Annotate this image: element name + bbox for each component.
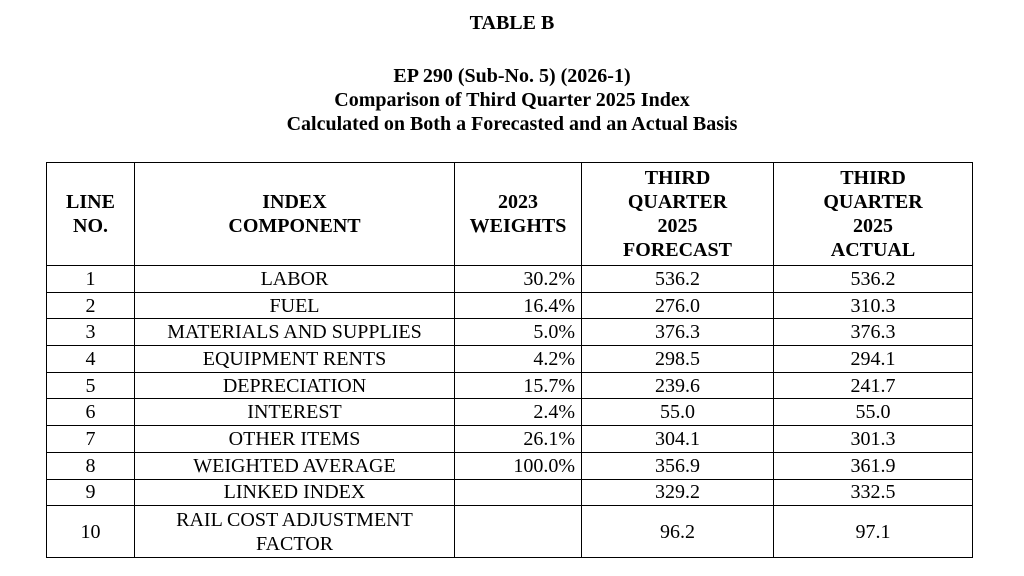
forecast-cell: 376.3 bbox=[582, 319, 774, 346]
table-row bbox=[47, 426, 973, 453]
subtitle-line: Calculated on Both a Forecasted and an Actual Basis bbox=[286, 113, 738, 135]
weight-cell: 26.1% bbox=[455, 426, 582, 453]
component-label: INTEREST bbox=[247, 401, 342, 424]
forecast-cell: 298.5 bbox=[582, 346, 774, 373]
component-label: LINKED INDEX bbox=[223, 481, 366, 504]
component-label: LABOR bbox=[260, 267, 329, 290]
component-label: RAIL COST ADJUSTMENT bbox=[176, 508, 413, 531]
actual-cell: 55.0 bbox=[774, 399, 973, 426]
actual-cell: 241.7 bbox=[774, 372, 973, 399]
forecast-cell: 356.9 bbox=[582, 452, 774, 479]
weight-cell bbox=[455, 506, 582, 558]
component-cell bbox=[135, 426, 455, 453]
forecast-cell: 304.1 bbox=[582, 426, 774, 453]
line-number-cell: 4 bbox=[47, 346, 135, 373]
component-cell bbox=[135, 346, 455, 373]
table-row bbox=[47, 479, 973, 506]
component-label: OTHER ITEMS bbox=[228, 427, 361, 450]
component-cell bbox=[135, 479, 455, 506]
forecast-cell: 276.0 bbox=[582, 292, 774, 319]
header-row bbox=[47, 163, 973, 266]
component-cell bbox=[135, 452, 455, 479]
header-weights: 2023 WEIGHTS bbox=[455, 163, 582, 266]
line-number-cell: 8 bbox=[47, 452, 135, 479]
actual-cell: 376.3 bbox=[774, 319, 973, 346]
component-label: FUEL bbox=[269, 294, 320, 317]
index-comparison-table bbox=[46, 162, 973, 558]
table-row bbox=[47, 399, 973, 426]
actual-cell: 332.5 bbox=[774, 479, 973, 506]
forecast-cell: 239.6 bbox=[582, 372, 774, 399]
component-cell bbox=[135, 266, 455, 293]
component-label: EQUIPMENT RENTS bbox=[202, 347, 387, 370]
table-row bbox=[47, 319, 973, 346]
weight-cell: 4.2% bbox=[455, 346, 582, 373]
table-row bbox=[47, 452, 973, 479]
line-number-cell: 3 bbox=[47, 319, 135, 346]
table-body bbox=[47, 266, 973, 558]
component-label: MATERIALS AND SUPPLIES bbox=[167, 321, 422, 344]
header-line-no: LINE NO. bbox=[47, 163, 135, 266]
component-cell bbox=[135, 506, 455, 558]
table-row bbox=[47, 372, 973, 399]
forecast-cell: 536.2 bbox=[582, 266, 774, 293]
forecast-cell: 329.2 bbox=[582, 479, 774, 506]
component-cell bbox=[135, 292, 455, 319]
actual-cell: 361.9 bbox=[774, 452, 973, 479]
line-number-cell: 6 bbox=[47, 399, 135, 426]
actual-cell: 301.3 bbox=[774, 426, 973, 453]
line-number-cell: 7 bbox=[47, 426, 135, 453]
weight-cell: 30.2% bbox=[455, 266, 582, 293]
subtitle-line: EP 290 (Sub-No. 5) (2026-1) bbox=[393, 65, 631, 87]
actual-cell: 310.3 bbox=[774, 292, 973, 319]
line-number-cell: 1 bbox=[47, 266, 135, 293]
table-row bbox=[47, 292, 973, 319]
weight-cell bbox=[455, 479, 582, 506]
component-label: FACTOR bbox=[255, 532, 334, 555]
table-title: TABLE B bbox=[469, 12, 555, 34]
forecast-cell: 96.2 bbox=[582, 506, 774, 558]
component-cell bbox=[135, 372, 455, 399]
component-cell bbox=[135, 319, 455, 346]
subtitle-line: Comparison of Third Quarter 2025 Index bbox=[334, 89, 690, 111]
actual-cell: 97.1 bbox=[774, 506, 973, 558]
weight-cell: 100.0% bbox=[455, 452, 582, 479]
table-row bbox=[47, 266, 973, 293]
component-label: DEPRECIATION bbox=[222, 374, 367, 397]
weight-cell: 5.0% bbox=[455, 319, 582, 346]
line-number-cell: 5 bbox=[47, 372, 135, 399]
table-row bbox=[47, 506, 973, 558]
line-number-cell: 9 bbox=[47, 479, 135, 506]
actual-cell: 536.2 bbox=[774, 266, 973, 293]
header-index-component: INDEX COMPONENT bbox=[135, 163, 455, 266]
actual-cell: 294.1 bbox=[774, 346, 973, 373]
forecast-cell: 55.0 bbox=[582, 399, 774, 426]
line-number-cell: 2 bbox=[47, 292, 135, 319]
table-subtitle bbox=[0, 64, 1024, 136]
table-row bbox=[47, 346, 973, 373]
component-label: WEIGHTED AVERAGE bbox=[193, 454, 396, 477]
header-forecast: THIRD QUARTER 2025 FORECAST bbox=[582, 163, 774, 266]
weight-cell: 15.7% bbox=[455, 372, 582, 399]
component-cell bbox=[135, 399, 455, 426]
weight-cell: 16.4% bbox=[455, 292, 582, 319]
line-number-cell: 10 bbox=[47, 506, 135, 558]
header-actual: THIRD QUARTER 2025 ACTUAL bbox=[774, 163, 973, 266]
weight-cell: 2.4% bbox=[455, 399, 582, 426]
